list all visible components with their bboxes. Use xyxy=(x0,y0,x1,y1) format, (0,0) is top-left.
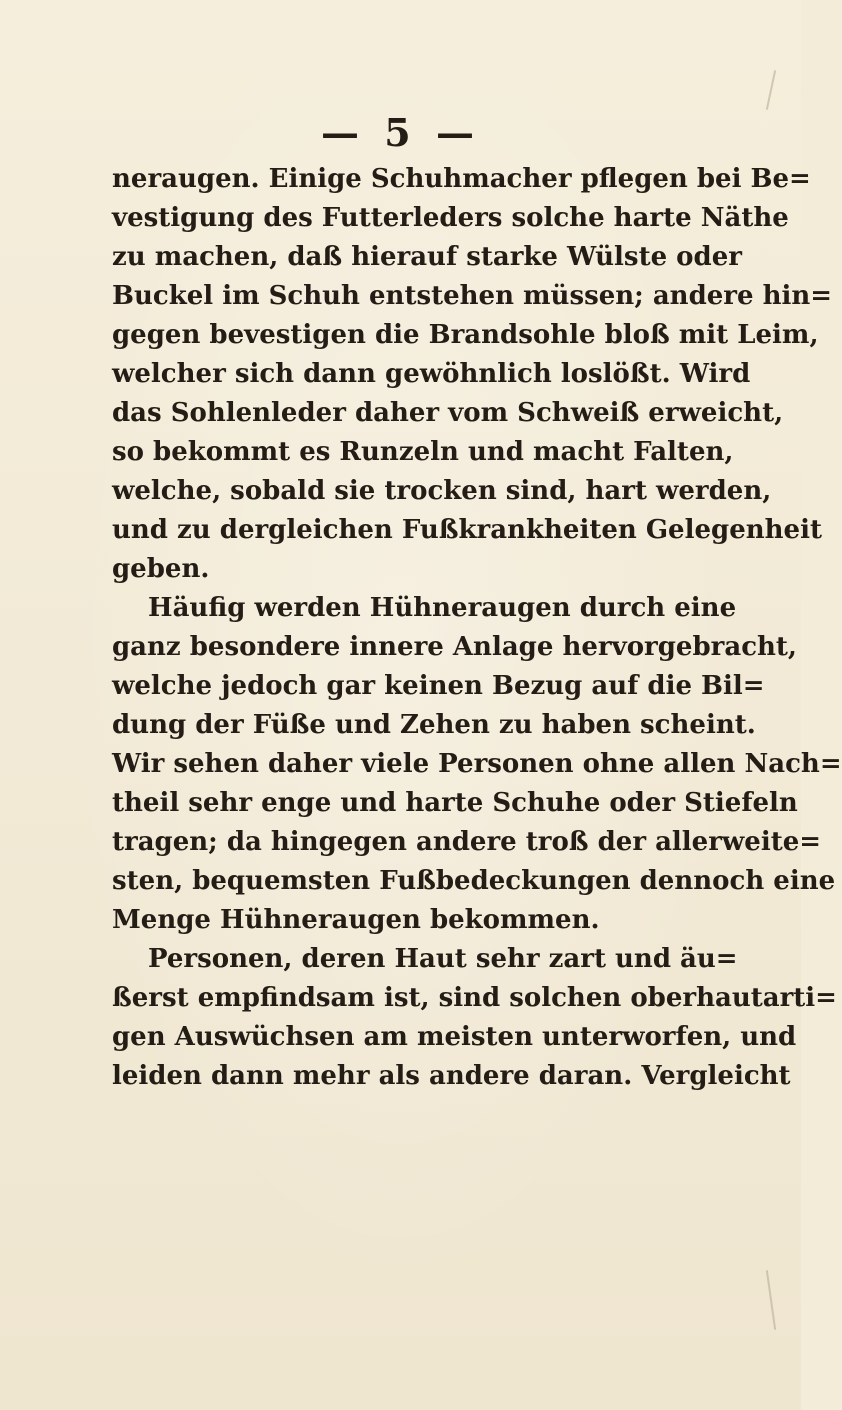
text-line: so bekommt es Runzeln und macht Falten, xyxy=(112,437,734,467)
text-line: ßerst empfindsam ist, sind solchen oberhautarti= xyxy=(112,983,837,1013)
margin-pencil-mark xyxy=(766,70,776,110)
text-line: und zu dergleichen Fußkrankheiten Gelegenheit xyxy=(112,515,822,545)
text-line: Häufig werden Hühneraugen durch eine xyxy=(148,593,737,623)
margin-pencil-mark xyxy=(766,1270,776,1330)
text-line: sten, bequemsten Fußbedeckungen dennoch eine xyxy=(112,866,836,896)
text-line: Personen, deren Haut sehr zart und äu= xyxy=(148,944,738,974)
text-line: Wir sehen daher viele Personen ohne allen Nach= xyxy=(112,749,842,779)
text-line: tragen; da hingegen andere troß der allerweite= xyxy=(112,827,822,857)
text-line: ganz besondere innere Anlage hervorgebracht, xyxy=(112,632,797,662)
text-line: dung der Füße und Zehen zu haben scheint. xyxy=(112,710,756,740)
text-line: Menge Hühneraugen bekommen. xyxy=(112,905,600,935)
text-line: neraugen. Einige Schuhmacher pflegen bei Be= xyxy=(112,164,811,194)
text-line: gen Auswüchsen am meisten unterworfen, und xyxy=(112,1022,797,1052)
body-text xyxy=(112,160,842,1096)
text-line: Buckel im Schuh entstehen müssen; andere hin= xyxy=(112,281,833,311)
text-line: gegen bevestigen die Brandsohle bloß mit Leim, xyxy=(112,320,819,350)
text-line: welche jedoch gar keinen Bezug auf die Bil= xyxy=(112,671,765,701)
text-line: geben. xyxy=(112,554,210,584)
text-line: das Sohlenleder daher vom Schweiß erweicht, xyxy=(112,398,784,428)
paragraph-1 xyxy=(112,160,833,589)
paragraph-2 xyxy=(112,589,842,940)
paragraph-3 xyxy=(112,940,837,1096)
text-line: vestigung des Futterleders solche harte Näthe xyxy=(112,203,789,233)
text-line: welcher sich dann gewöhnlich loslößt. Wird xyxy=(112,359,751,389)
page-number: — 5 — xyxy=(321,110,480,155)
text-line: leiden dann mehr als andere daran. Vergleicht xyxy=(112,1061,791,1091)
text-line: zu machen, daß hierauf starke Wülste oder xyxy=(112,242,742,272)
text-line: welche, sobald sie trocken sind, hart werden, xyxy=(112,476,772,506)
text-line: theil sehr enge und harte Schuhe oder Stiefeln xyxy=(112,788,798,818)
